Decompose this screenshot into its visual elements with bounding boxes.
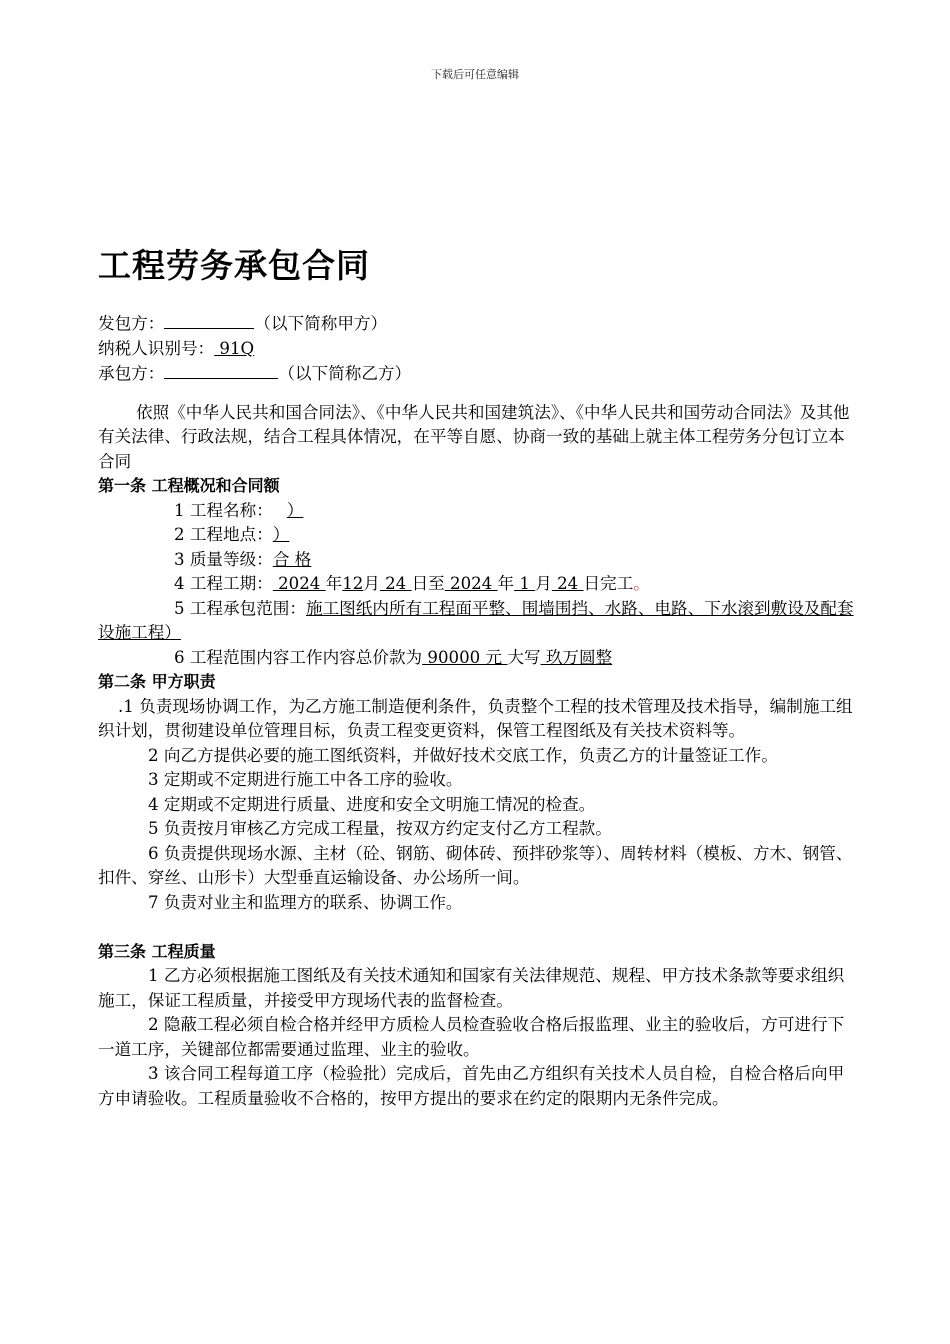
start-day: 24 (379, 574, 412, 593)
project-name-line: 1 工程名称： ） (98, 499, 858, 524)
sec3-item-1: 1 乙方必须根据施工图纸及有关技术通知和国家有关法律规范、规程、甲方技术条款等要求组织施工，保证工程质量，并接受甲方现场代表的监督检查。 (98, 966, 845, 1010)
contract-body (98, 311, 858, 1111)
price-line: 6 工程范围内容工作内容总价款为 90000 元 大写 玖万圆整 (174, 647, 613, 667)
sec2-item-3: 3 定期或不定期进行施工中各工序的验收。 (148, 770, 463, 789)
tax-id-line: 纳税人识别号： 91Q (98, 338, 255, 358)
sec3-item-2: 2 隐蔽工程必须自检合格并经甲方质检人员检查验收合格后报监理、业主的验收后，方可进行下一道工序，关键部位都需要通过监理、业主的验收。 (98, 1015, 845, 1059)
end-month: 1 (514, 574, 536, 593)
quality-value: 合 格 (272, 549, 312, 569)
project-name-value: ） (286, 500, 304, 520)
employer-line: 发包方： （以下简称甲方） (98, 311, 858, 337)
project-site-line: 2 工程地点：） (98, 523, 858, 548)
sec2-item-6: 6 负责提供现场水源、主材（砼、钢筋、砌体砖、预拌砂浆等）、周转材料（模板、方木、钢管、扣件、穿丝、山形卡）大型垂直运输设备、办公场所一间。 (98, 843, 853, 887)
sec2-item-5: 5 负责按月审核乙方完成工程量，按双方约定支付乙方工程款。 (148, 819, 612, 838)
scope-value: 施工图纸内所有工程面平整、围墙围挡、水路、电路、下水滚到敷设及配套设施工程） (98, 598, 854, 642)
scope-line: 5 工程承包范围：施工图纸内所有工程面平整、围墙围挡、水路、电路、下水滚到敷设及配套设施工程） (98, 598, 854, 642)
employer-blank[interactable] (164, 311, 254, 329)
sec3-item-3: 3 该合同工程每道工序（检验批）完成后，首先由乙方组织有关技术人员自检，自检合格后向甲方申请验收。工程质量验收不合格的，按甲方提出的要求在约定的限期内无条件完成。 (98, 1064, 845, 1108)
end-day: 24 (551, 574, 584, 593)
period-line: 4 工程工期： 2024 年12月 24 日至 2024 年 1 月 24 日完工。 (174, 574, 650, 593)
sec2-item-2: 2 向乙方提供必要的施工图纸资料，并做好技术交底工作，负责乙方的计量签证工作。 (148, 745, 778, 765)
intro-paragraph: 依照《中华人民共和国合同法》、《中华人民共和国建筑法》、《中华人民共和国劳动合同法》及其他有关法律、行政法规，结合工程具体情况，在平等自愿、协商一致的基础上就主体工程劳务分包订立本合同 (98, 402, 850, 471)
project-site-value: ） (272, 525, 290, 544)
sec2-item-4: 4 定期或不定期进行质量、进度和安全文明施工情况的检查。 (148, 794, 596, 814)
quality-line: 3 质量等级：合 格 (174, 549, 312, 569)
start-year: 2024 (272, 574, 326, 593)
price-caps-value: 玖万圆整 (540, 647, 613, 667)
header-note: 下载后可任意编辑 (431, 68, 519, 81)
start-month: 12 (342, 574, 364, 593)
sec2-item-7: 7 负责对业主和监理方的联系、协调工作。 (148, 892, 463, 912)
contractor-blank[interactable] (164, 361, 278, 379)
section-3-heading: 第三条 工程质量 (98, 941, 216, 961)
section-2-heading: 第二条 甲方职责 (98, 672, 216, 691)
price-value: 90000 元 (422, 647, 508, 667)
contract-title: 工程劳务承包合同 (98, 246, 370, 285)
section-1-heading: 第一条 工程概况和合同额 (98, 476, 280, 495)
contractor-line: 承包方： （以下简称乙方） (98, 361, 858, 387)
tax-id-value: 91Q (214, 338, 255, 358)
end-year: 2024 (444, 574, 498, 593)
sec2-item-1: .1 负责现场协调工作，为乙方施工制造便利条件，负责整个工程的技术管理及技术指导，编制施工组织计划，贯彻建设单位管理目标，负责工程变更资料，保管工程图纸及有关技术资料等。 (98, 696, 853, 740)
